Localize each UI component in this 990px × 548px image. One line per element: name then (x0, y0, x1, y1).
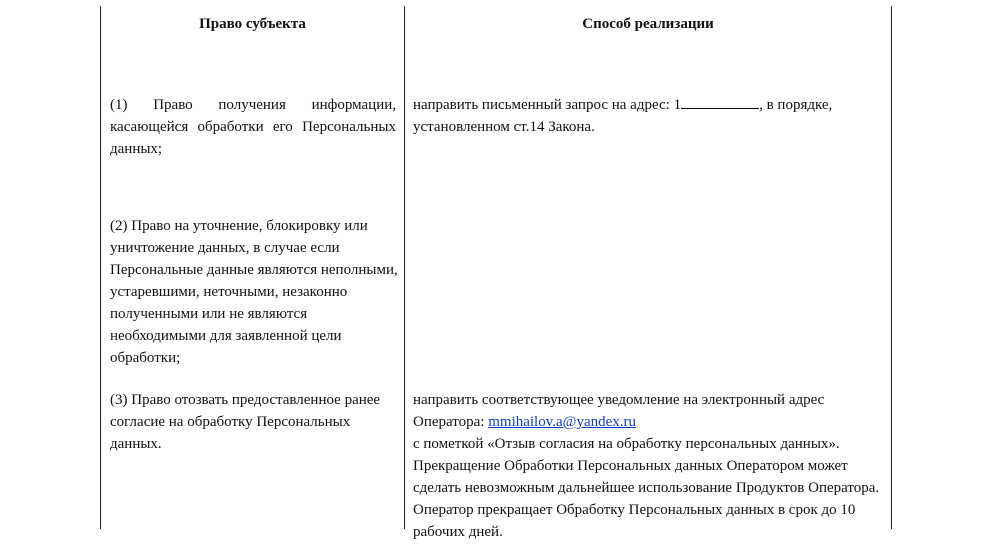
row-3-right: (3) Право отозвать предоставленное ранее согласие на обработку Персональных данных. (110, 392, 381, 452)
header-method: Способ реализации (582, 16, 714, 32)
operator-label: Оператора: (413, 414, 489, 430)
row-3-method (413, 389, 885, 543)
row-1-right: (1) Право получения информации, касающейся обработки его Персональных данных; (110, 97, 396, 157)
row-3-method-line-1: направить соответствующее уведомление на электронный адрес (413, 392, 825, 408)
row-3-method-rest: с пометкой «Отзыв согласия на обработку персональных данных». Прекращение Обработки Персональных данных Оператором может сделать невозможным дальнейшее использование Продуктов Оператора. Оператор прекращает Обработку Персональных данных в срок до 10 рабочих дней. (413, 436, 880, 540)
table-border-middle (404, 6, 405, 529)
row-1-method-text-start: направить письменный запрос на адрес: 1 (413, 97, 682, 113)
table-border-right (891, 6, 892, 529)
address-blank-line (681, 94, 759, 109)
table-border-left (100, 6, 101, 529)
row-1-method-text-end: , в порядке, установленном ст.14 Закона. (413, 97, 833, 135)
row-1-method (413, 94, 883, 138)
email-link[interactable]: mmihailov.a@yandex.ru (488, 414, 637, 430)
header-right-of-subject: Право субъекта (199, 16, 306, 32)
row-2-right: (2) Право на уточнение, блокировку или уничтожение данных, в случае если Персональные данные являются неполными, устаревшими, неточными, незаконно полученными или не являются необходимыми для заявленной цели обработки; (110, 218, 398, 366)
row-3-method-line-2 (413, 411, 885, 433)
